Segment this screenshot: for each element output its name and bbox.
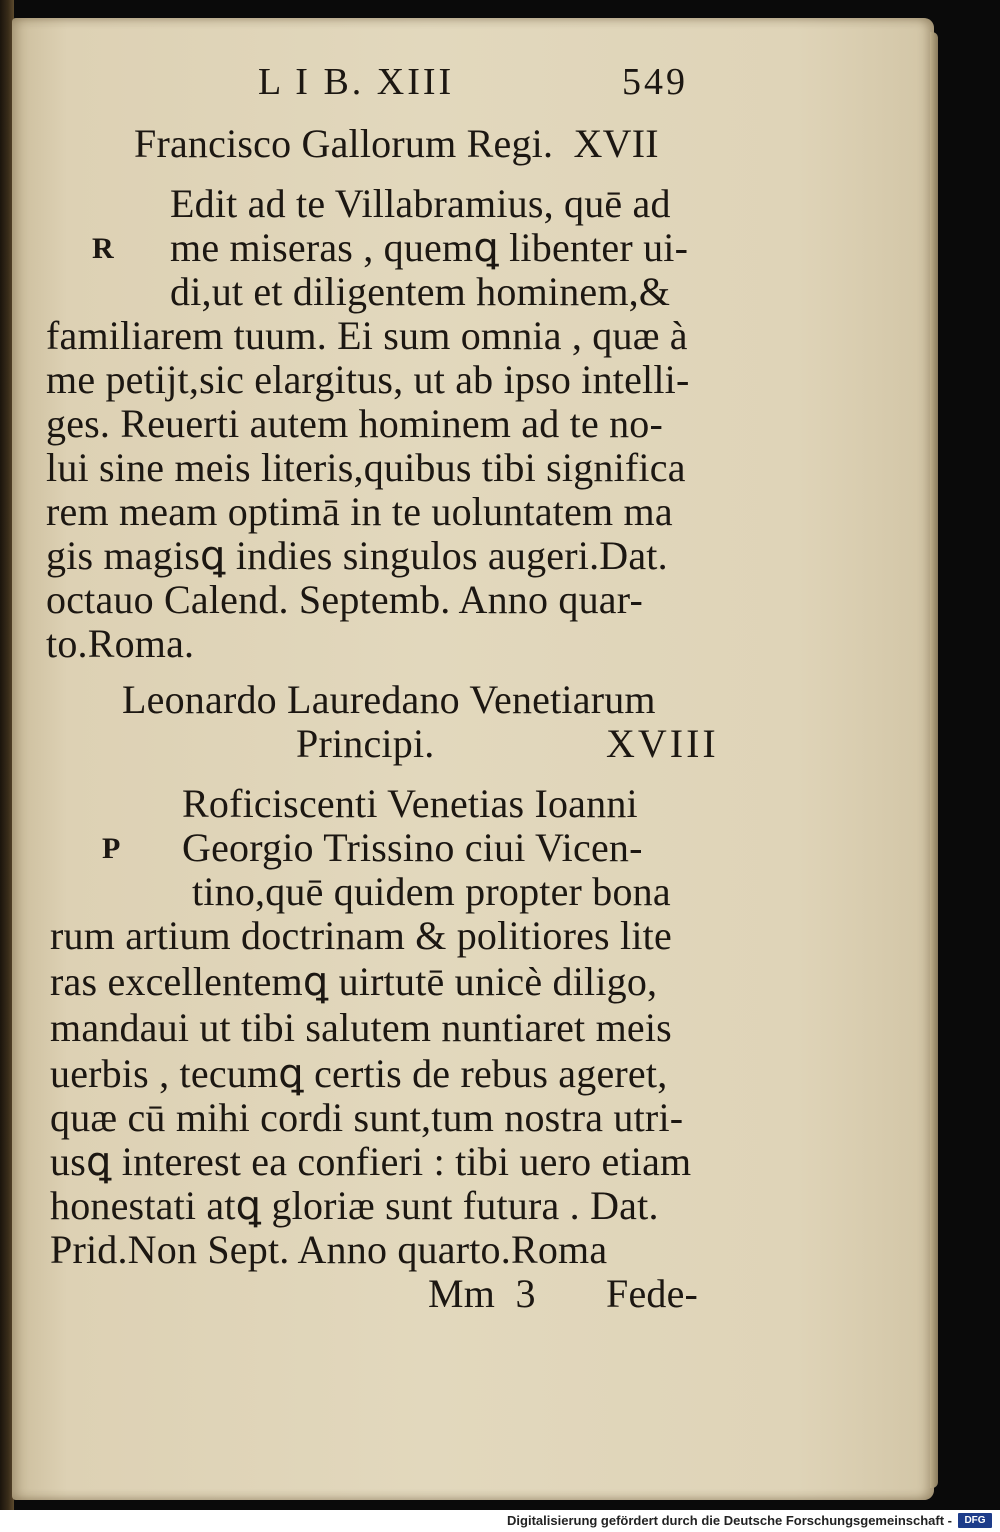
text-line: tino,quē quidem propter bona — [192, 869, 671, 914]
page-edge — [930, 32, 938, 1488]
catchword: Fede- — [606, 1271, 699, 1316]
funding-notice: Digitalisierung gefördert durch die Deutsche Forschungsgemeinschaft - — [507, 1513, 952, 1528]
text-line: ras excellentemꝗ uirtutē unicè diligo, — [50, 959, 658, 1004]
signature-mark: Mm 3 — [428, 1271, 536, 1316]
text-line: ges. Reuerti autem hominem ad te no- — [46, 401, 664, 446]
running-head: L I B. XIII — [258, 61, 455, 103]
text-line: rum artium doctrinam & politiores lite — [50, 913, 672, 958]
page-number: 549 — [622, 61, 688, 103]
letter-number: XVIII — [606, 721, 719, 766]
text-line: octauo Calend. Septemb. Anno quar- — [46, 577, 643, 622]
initial-letter: R — [92, 232, 114, 265]
text-line: rem meam optimā in te uoluntatem ma — [46, 489, 673, 534]
text-line: me miseras , quemꝗ libenter ui- — [170, 225, 689, 270]
text-line: honestati atꝗ gloriæ sunt futura . Dat. — [50, 1183, 659, 1228]
text-line: mandaui ut tibi salutem nuntiaret meis — [50, 1005, 672, 1050]
text-line: familiarem tuum. Ei sum omnia , quæ à — [46, 313, 688, 358]
initial-letter: P — [102, 832, 121, 865]
text-line: Edit ad te Villabramius, quē ad — [170, 181, 671, 226]
dfg-logo-icon: DFG — [958, 1513, 992, 1528]
text-line: Prid.Non Sept. Anno quarto.Roma — [50, 1227, 608, 1272]
text-line: Georgio Trissino ciui Vicen- — [182, 825, 643, 870]
text-line: to.Roma. — [46, 621, 195, 666]
letter-title: Leonardo Lauredano Venetiarum — [122, 677, 656, 722]
text-line: Roficiscenti Venetias Ioanni — [182, 781, 638, 826]
letter-title: Principi. — [296, 721, 435, 766]
text-line: uerbis , tecumꝗ certis de rebus ageret, — [50, 1051, 668, 1096]
text-line: gis magisꝗ indies singulos augeri.Dat. — [46, 533, 668, 578]
text-line: di,ut et diligentem hominem,& — [170, 269, 671, 314]
text-line: quæ cū mihi cordi sunt,tum nostra utri- — [50, 1095, 684, 1140]
letter-title: Francisco Gallorum Regi. XVII — [134, 121, 659, 166]
text-line: lui sine meis literis,quibus tibi significa — [46, 445, 686, 490]
text-line: me petijt,sic elargitus, ut ab ipso intelli- — [46, 357, 690, 402]
footer-bar — [0, 1510, 1000, 1532]
text-line: usꝗ interest ea confieri : tibi uero etiam — [50, 1139, 692, 1184]
